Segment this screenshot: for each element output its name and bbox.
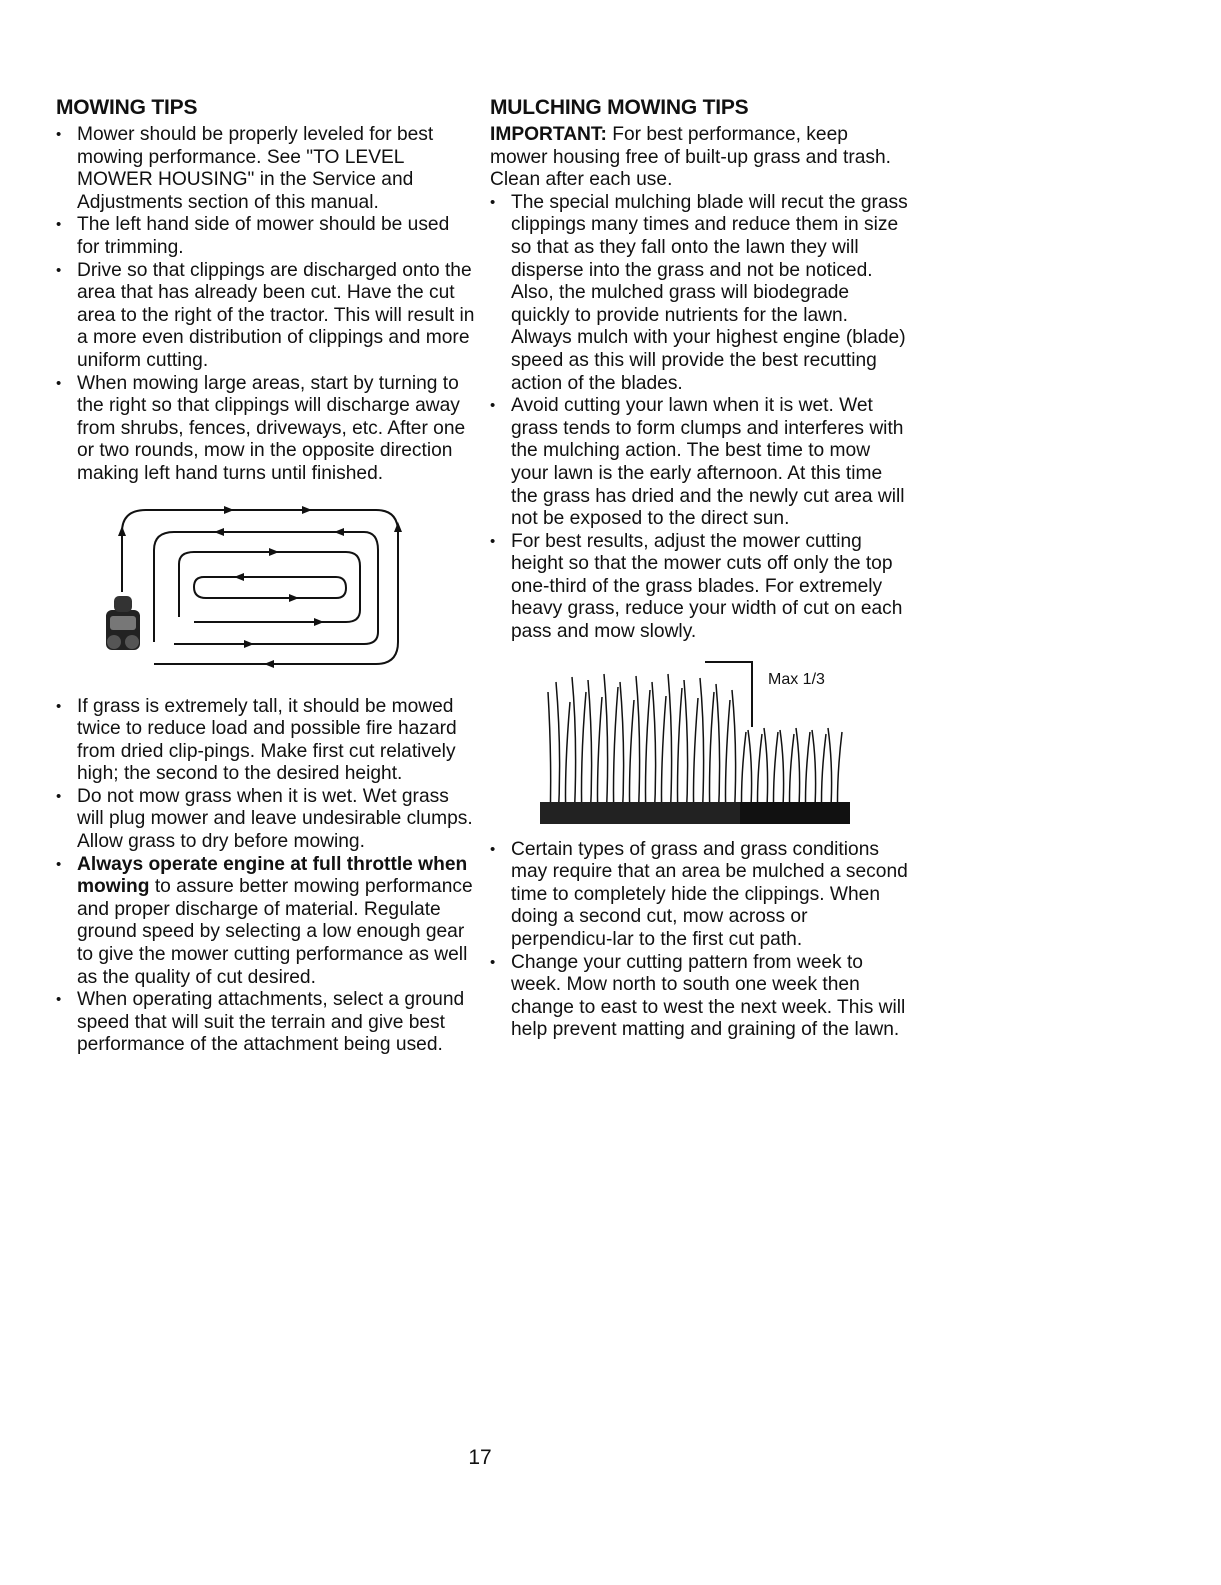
mowing-tips-heading: MOWING TIPS [56, 96, 198, 119]
list-item: • The left hand side of mower should be used for trimming. [56, 214, 476, 259]
page-number: 17 [468, 1446, 492, 1469]
mulching-tips-list-top [490, 192, 910, 644]
tractor-icon [106, 596, 140, 650]
list-item: • Drive so that clippings are discharged onto the area that has already been cut. Have the cut area to the right of the tractor. This will result in a more even distribution of clippings and more uniform cutting. [56, 260, 476, 373]
important-label: IMPORTANT: [490, 124, 607, 145]
grass-base-left [540, 802, 740, 824]
inner-path [194, 577, 346, 598]
full-throttle-warning: Always operate engine at full throttle when mowing [77, 853, 468, 898]
list-item: • Do not mow grass when it is wet. Wet grass will plug mower and leave undesirable clumps. Allow grass to dry before mowing. [56, 786, 476, 854]
list-item: • For best results, adjust the mower cutting height so that the mower cuts off only the top one-third of the grass blades. For extremely heavy grass, reduce your width of cut on each pass and mow slowly. [490, 531, 910, 644]
right-column [490, 96, 910, 1042]
list-item: • Mower should be properly leveled for best mowing performance. See "TO LEVEL MOWER HOUSING" in the Service and Adjustments section of this manual. [56, 124, 476, 214]
third-path [179, 552, 360, 622]
left-column [56, 96, 476, 1057]
important-note [490, 124, 910, 192]
mowing-tips-list-bottom [56, 696, 476, 1058]
list-item: • The special mulching blade will recut the grass clippings many times and reduce them in size so that as they fall onto the lawn they will disperse into the grass and not be noticed. Also, the mulched grass will biodegrade quickly to provide nutrients for the lawn. Always mulch with your highest engine (blade) speed as this will provide the best recutting action of the blades. [490, 192, 910, 395]
mulching-tips-heading: MULCHING MOWING TIPS [490, 96, 749, 119]
grass-base [740, 802, 850, 824]
mulching-tips-list-bottom [490, 839, 910, 1042]
grass-height-illustration [540, 652, 880, 827]
list-item: • If grass is extremely tall, it should be mowed twice to reduce load and possible fire hazard from dried clip-pings. Make first cut relatively high; the second to the desired height. [56, 696, 476, 786]
full-throttle-text: to assure better mowing performance and proper discharge of material. Regulate ground speed by selecting a low enough gear to give the mower cutting performance as well as the quality of cut desired. [77, 876, 473, 988]
grass-icon [548, 674, 842, 822]
list-item: • Avoid cutting your lawn when it is wet. Wet grass tends to form clumps and interferes with the mulching action. The best time to mow your lawn is the early afternoon. At this time the grass has dried and the newly cut area will not be exposed to the direct sun. [490, 395, 910, 531]
important-text: For best performance, keep mower housing free of built-up grass and trash. Clean after each use. [490, 124, 892, 191]
max-one-third-label: Max 1/3 [768, 670, 825, 688]
list-item: • When operating attachments, select a ground speed that will suit the terrain and give best performance of the attachment being used. [56, 989, 476, 1057]
mowing-tips-list-top [56, 124, 476, 486]
list-item: • When mowing large areas, start by turning to the right so that clippings will discharge away from shrubs, fences, driveways, etc. After one or two rounds, mow in the opposite direction making left hand turns until finished. [56, 373, 476, 486]
mowing-pattern-diagram [84, 492, 414, 682]
list-item: • Certain types of grass and grass conditions may require that an area be mulched a second time to completely hide the clippings. When doing a second cut, mow across or perpendicu-lar to the first cut path. [490, 839, 910, 952]
second-path [154, 532, 378, 644]
list-item: • Change your cutting pattern from week to week. Mow north to south one week then change to east to west the next week. This will help prevent matting and graining of the lawn. [490, 952, 910, 1042]
list-item [56, 854, 476, 990]
